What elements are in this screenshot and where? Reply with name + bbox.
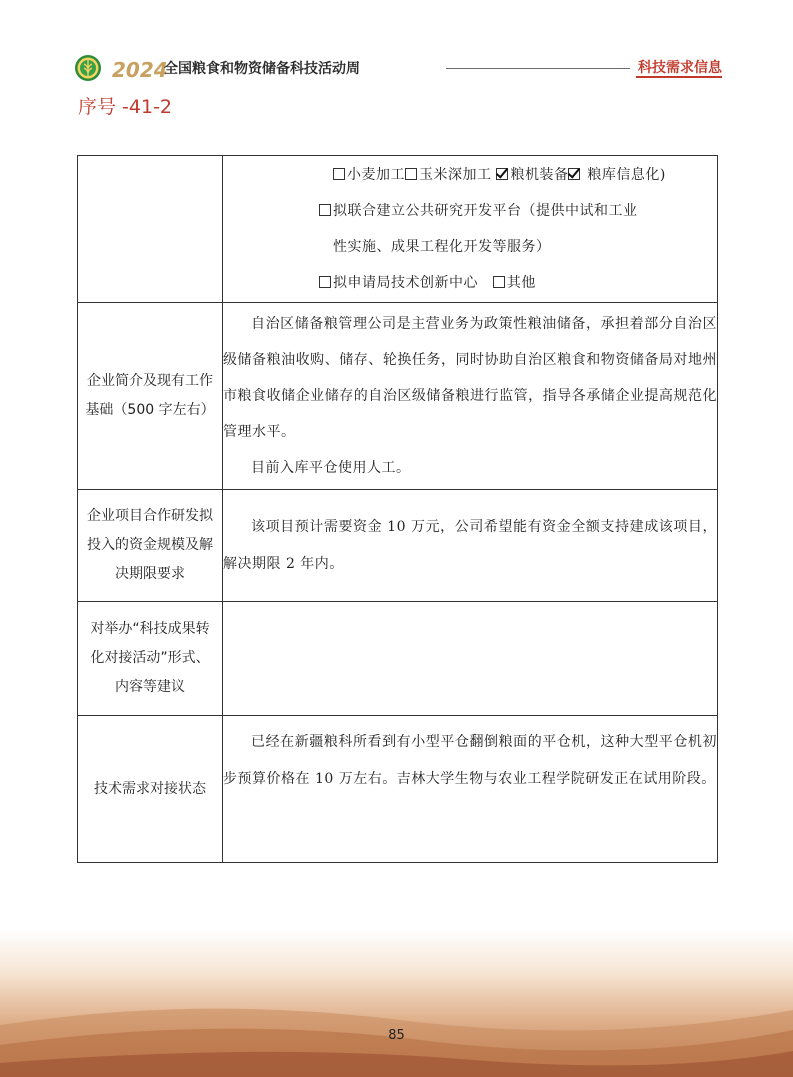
profile-label-cell — [78, 303, 223, 490]
table-row-options — [78, 156, 718, 303]
checkbox-other[interactable] — [493, 276, 505, 288]
serial-number: 序号 -41-2 — [78, 96, 173, 118]
profile-paragraph-1: 自治区储备粮管理公司是主营业务为政策性粮油储备，承担着部分自治区级储备粮油收购、储存、轮换任务，同时协助自治区粮食和物资储备局对地州市粮食收储企业储存的自治区级储备粮进行监管，指导各承储企业提高规范化管理水平。 — [223, 316, 717, 440]
suggestion-label-cell — [78, 602, 223, 716]
header-year: 2024 — [112, 58, 168, 82]
table-row-status — [78, 716, 718, 863]
page-number: 85 — [388, 1028, 405, 1043]
funding-label-line3: 决期限要求 — [115, 566, 185, 582]
funding-paragraph: 该项目预计需要资金 10 万元，公司希望能有资金全额支持建成该项目，解决期限 2 年内。 — [223, 518, 717, 572]
funding-label-line2: 投入的资金规模及解 — [87, 537, 213, 553]
status-cell — [223, 716, 718, 863]
page-header — [74, 52, 722, 82]
table-row-suggestion — [78, 602, 718, 716]
profile-label-line2: 基础（500 字左右） — [85, 402, 215, 418]
option-line-3 — [333, 229, 717, 265]
status-label-line1: 技术需求对接状态 — [94, 780, 206, 797]
profile-cell — [223, 303, 718, 490]
funding-label-line1: 企业项目合作研发拟 — [87, 508, 213, 524]
option-research-platform-cont: 性实施、成果工程化开发等服务） — [333, 239, 551, 255]
suggestion-label-line1: 对举办“科技成果转 — [90, 621, 210, 637]
option-line-2 — [319, 193, 717, 229]
suggestion-label-line2: 化对接活动”形式、 — [90, 650, 210, 666]
options-label-cell — [78, 156, 223, 303]
option-grain-machinery: 粮机装备 — [510, 167, 569, 183]
header-title: 全国粮食和物资储备科技活动周 — [164, 61, 360, 77]
checkbox-research-platform[interactable] — [319, 204, 331, 216]
suggestion-cell — [223, 602, 718, 716]
checkbox-granary-info[interactable] — [568, 168, 580, 180]
option-other: 其他 — [506, 275, 536, 291]
funding-cell — [223, 490, 718, 602]
profile-label-line1: 企业简介及现有工作 — [87, 373, 213, 389]
logo-icon — [74, 54, 102, 82]
option-corn: 玉米深加工 — [419, 167, 492, 183]
funding-label-cell — [78, 490, 223, 602]
table-row-profile — [78, 303, 718, 490]
option-line-4 — [319, 265, 717, 301]
option-line-1 — [333, 157, 717, 193]
suggestion-label-line3: 内容等建议 — [115, 679, 185, 695]
option-innovation-center: 拟申请局技术创新中心 — [333, 275, 478, 291]
status-label-cell — [78, 716, 223, 863]
checkbox-innovation-center[interactable] — [319, 276, 331, 288]
form-table — [77, 155, 718, 863]
options-cell — [223, 156, 718, 303]
option-research-platform: 拟联合建立公共研究开发平台（提供中试和工业 — [333, 203, 638, 219]
checkbox-grain-machinery[interactable] — [496, 168, 508, 180]
status-paragraph: 已经在新疆粮科所看到有小型平仓翻倒粮面的平仓机，这种大型平仓机初步预算价格在 10 万左右。吉林大学生物与农业工程学院研发正在试用阶段。 — [223, 734, 717, 787]
header-section-label: 科技需求信息 — [638, 60, 722, 76]
option-wheat: 小麦加工 — [347, 167, 405, 183]
checkbox-corn[interactable] — [405, 168, 417, 180]
profile-paragraph-2: 目前入库平仓使用人工。 — [251, 460, 411, 476]
header-section-underline — [636, 76, 722, 78]
option-granary-info: 粮库信息化) — [582, 167, 666, 183]
table-row-funding — [78, 490, 718, 602]
header-divider — [446, 68, 630, 69]
checkbox-wheat[interactable] — [333, 168, 345, 180]
